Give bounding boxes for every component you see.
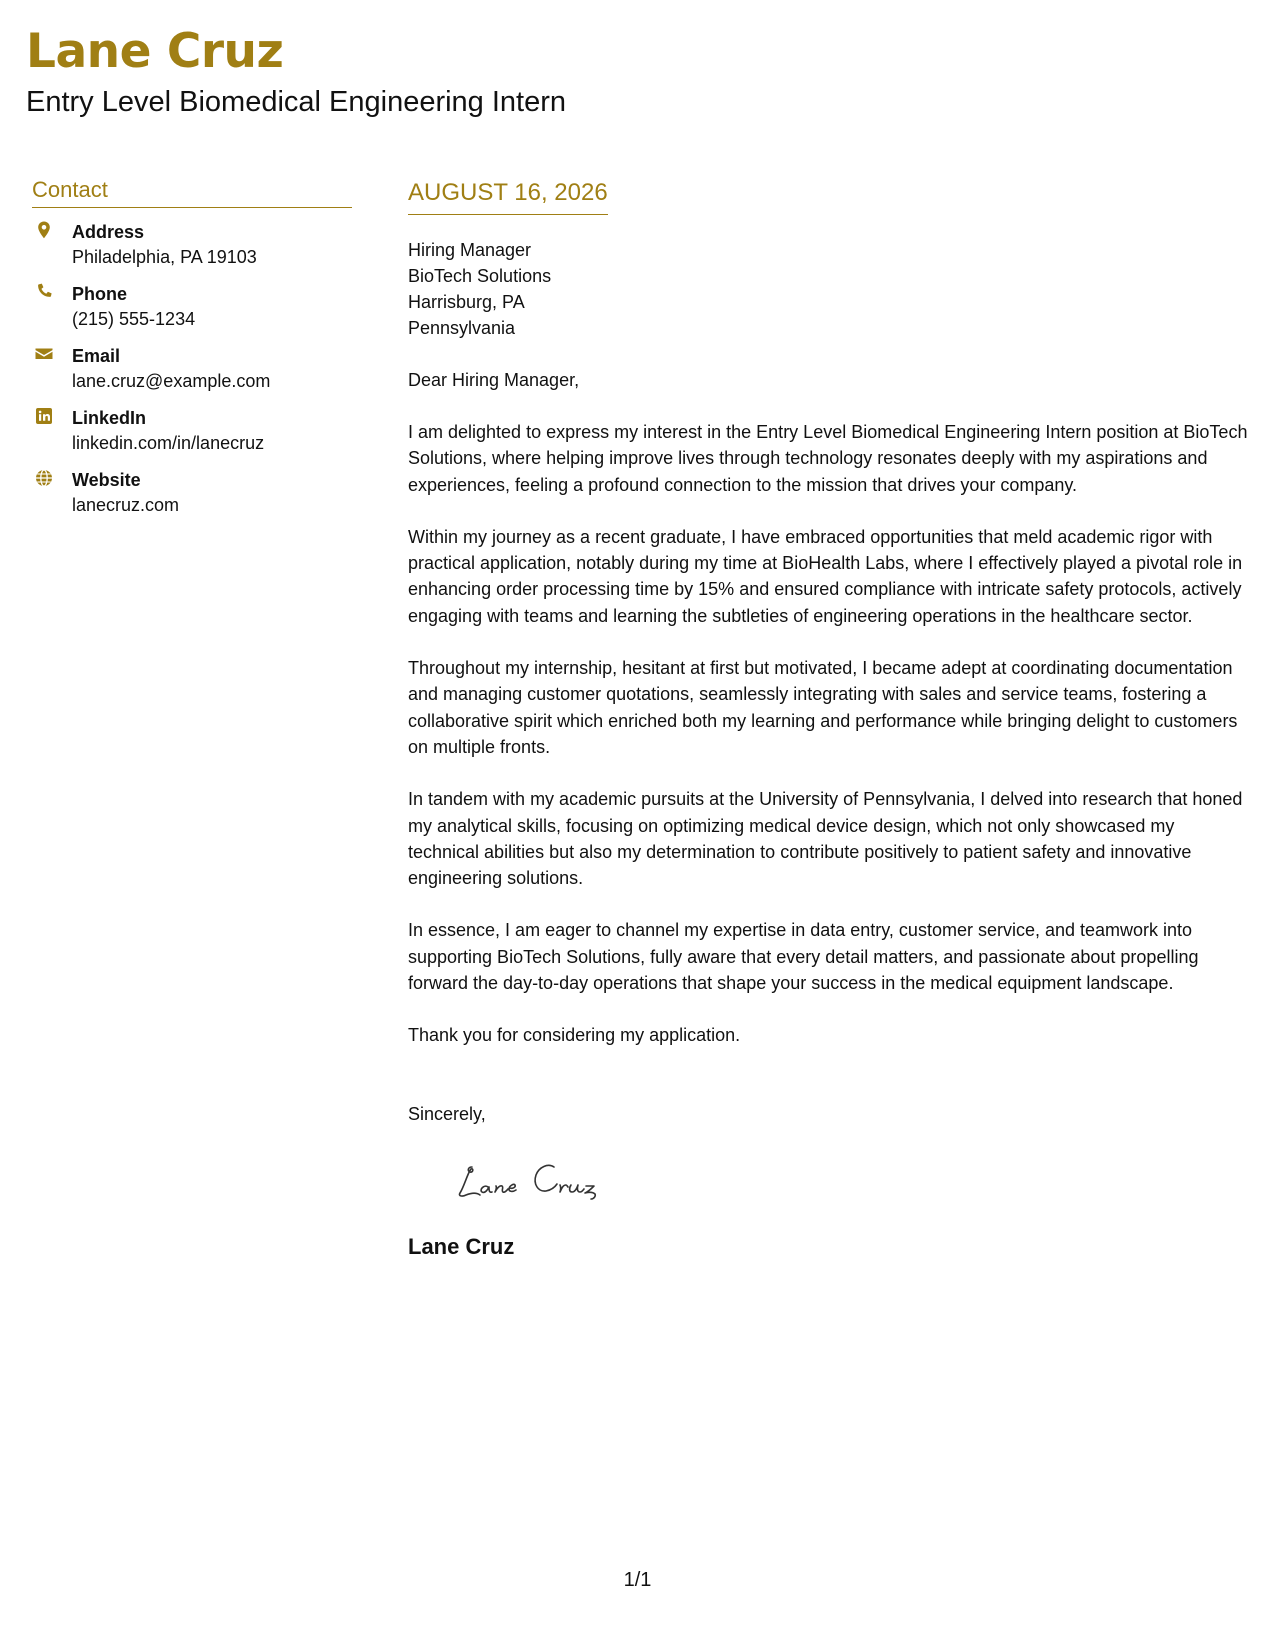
contact-value-phone: (215) 555-1234 [72, 309, 196, 329]
signature-image [454, 1155, 1250, 1211]
recipient-line: Harrisburg, PA [408, 292, 525, 312]
body-paragraph: In essence, I am eager to channel my expertise in data entry, customer service, and teamwork into supporting BioTech Solutions, fully aware that every detail matters, and passionate about propelling forward the day-to-day operations that shape your success in the medical equipment landscape. [408, 920, 1199, 994]
body-paragraph: Throughout my internship, hesitant at first but motivated, I became adept at coordinating documentation and managing customer quotations, seamlessly integrating with sales and service teams, fostering a collaborative spirit which enriched both my learning and performance while bringing delight to customers on multiple fronts. [408, 658, 1238, 757]
contact-label-address: Address [72, 222, 145, 242]
recipient-line: BioTech Solutions [408, 266, 552, 286]
recipient-line: Pennsylvania [408, 318, 516, 338]
body-paragraph: I am delighted to express my interest in the Entry Level Biomedical Engineering Intern position at BioTech Solutions, where helping improve lives through technology resonates deeply with my aspirations and experiences, feeling a profound connection to the mission that drives your company. [408, 422, 1248, 495]
closing: Sincerely, [408, 1103, 486, 1124]
letter-header [26, 24, 566, 120]
contact-sidebar [32, 176, 352, 530]
body-paragraph: Within my journey as a recent graduate, I have embraced opportunities that meld academic rigor with practical application, notably during my time at BioHealth Labs, where I effectively played a pivotal role in enhancing order processing time by 15% and ensured compliance with intricate safety protocols, actively engaging with teams and learning the subtleties of engineering operations in the healthcare sector. [408, 526, 1243, 626]
globe-icon [34, 468, 56, 490]
contact-value-email[interactable]: lane.cruz@example.com [72, 371, 271, 391]
signer-name: Lane Cruz [408, 1233, 515, 1259]
page-number: 1/1 [623, 1569, 652, 1591]
body-paragraph: In tandem with my academic pursuits at the University of Pennsylvania, I delved into research that honed my analytical skills, focusing on optimizing medical device design, which not only showcased my technical abilities but also my determination to contribute positively to patient safety and innovative engineering solutions. [408, 789, 1243, 889]
contact-value-linkedin[interactable]: linkedin.com/in/lanecruz [72, 433, 265, 453]
contact-heading: Contact [32, 176, 352, 208]
body-paragraph: Thank you for considering my application. [408, 1025, 741, 1046]
letter-body [408, 178, 1250, 1261]
contact-value-address: Philadelphia, PA 19103 [72, 247, 257, 267]
contact-email [32, 344, 352, 394]
applicant-name: Lane Cruz [26, 24, 284, 79]
contact-address [32, 220, 352, 270]
salutation: Dear Hiring Manager, [408, 370, 580, 390]
contact-linkedin [32, 406, 352, 456]
recipient-line: Hiring Manager [408, 240, 532, 260]
contact-phone [32, 282, 352, 332]
contact-value-website[interactable]: lanecruz.com [72, 495, 180, 515]
phone-icon [34, 282, 56, 304]
linkedin-icon [34, 406, 56, 428]
contact-label-email: Email [72, 346, 121, 366]
letter-date: AUGUST 16, 2026 [408, 178, 608, 215]
recipient-block [408, 237, 1250, 341]
contact-label-website: Website [72, 470, 141, 490]
applicant-title: Entry Level Biomedical Engineering Intern [26, 86, 567, 118]
map-pin-icon [34, 220, 56, 242]
contact-website [32, 468, 352, 518]
contact-label-phone: Phone [72, 284, 128, 304]
contact-label-linkedin: LinkedIn [72, 408, 147, 428]
envelope-icon [34, 344, 56, 366]
